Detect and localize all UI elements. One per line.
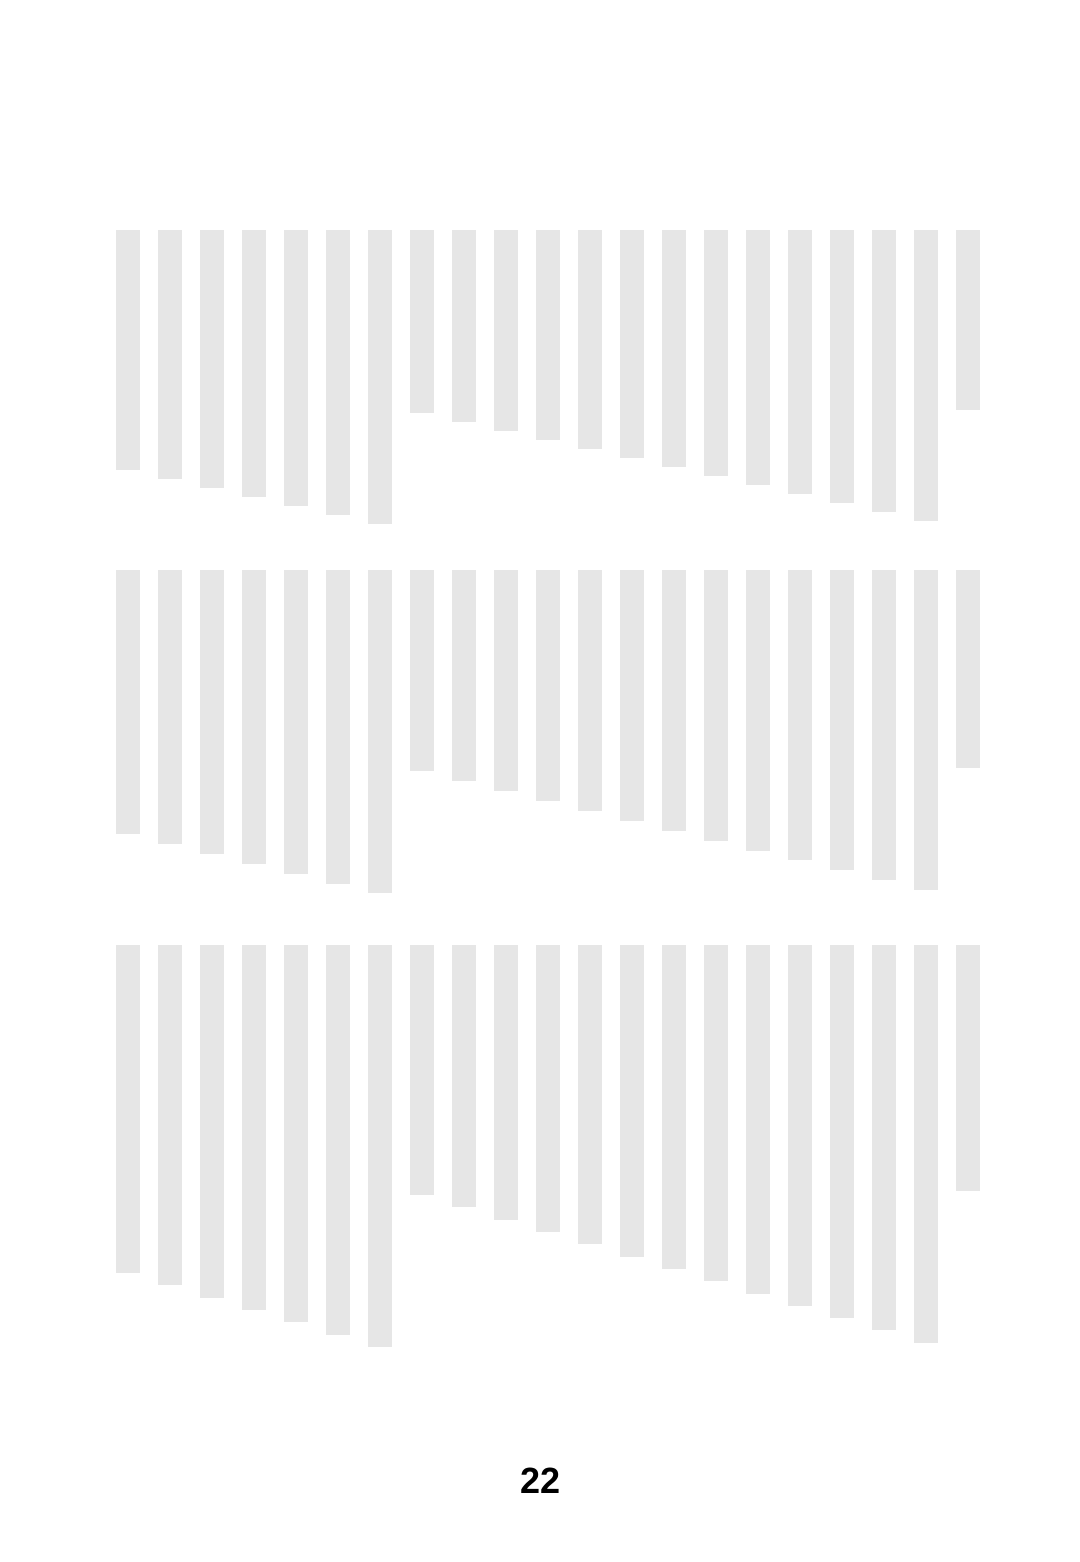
text-column-placeholder — [620, 570, 644, 821]
text-column-placeholder — [494, 570, 518, 791]
text-column-placeholder — [914, 570, 938, 890]
text-column-placeholder — [368, 945, 392, 1347]
text-column-placeholder — [704, 945, 728, 1281]
text-column-placeholder — [662, 570, 686, 831]
text-column-placeholder — [956, 570, 980, 768]
text-column-placeholder — [452, 230, 476, 422]
text-column-placeholder — [410, 570, 434, 771]
text-column-placeholder — [494, 230, 518, 431]
text-column-placeholder — [200, 570, 224, 854]
text-column-placeholder — [158, 570, 182, 844]
text-column-placeholder — [284, 945, 308, 1322]
text-column-placeholder — [116, 945, 140, 1273]
text-column-placeholder — [242, 230, 266, 497]
text-column-placeholder — [410, 230, 434, 413]
text-column-placeholder — [242, 945, 266, 1310]
text-column-placeholder — [914, 945, 938, 1343]
text-column-placeholder — [788, 570, 812, 860]
text-column-placeholder — [914, 230, 938, 521]
text-column-placeholder — [536, 945, 560, 1232]
text-column-placeholder — [368, 230, 392, 524]
text-column-placeholder — [284, 570, 308, 874]
text-column-placeholder — [872, 570, 896, 880]
text-column-placeholder — [788, 230, 812, 494]
text-column-placeholder — [830, 230, 854, 503]
text-column-placeholder — [452, 945, 476, 1207]
text-column-placeholder — [704, 230, 728, 476]
text-column-placeholder — [872, 945, 896, 1330]
text-column-placeholder — [158, 945, 182, 1285]
text-column-placeholder — [368, 570, 392, 893]
text-column-placeholder — [746, 230, 770, 485]
text-column-placeholder — [746, 570, 770, 851]
text-column-placeholder — [116, 570, 140, 834]
text-column-placeholder — [830, 570, 854, 870]
text-column-placeholder — [200, 945, 224, 1298]
text-column-placeholder — [746, 945, 770, 1294]
text-column-placeholder — [452, 570, 476, 781]
text-tier-top — [85, 230, 980, 530]
text-column-placeholder — [326, 230, 350, 515]
text-tier-middle — [85, 570, 980, 900]
text-column-placeholder — [242, 570, 266, 864]
text-column-placeholder — [620, 945, 644, 1257]
text-column-placeholder — [494, 945, 518, 1220]
text-column-placeholder — [158, 230, 182, 479]
text-column-placeholder — [956, 230, 980, 410]
text-column-placeholder — [956, 945, 980, 1191]
text-column-placeholder — [872, 230, 896, 512]
text-column-placeholder — [830, 945, 854, 1318]
text-column-placeholder — [410, 945, 434, 1195]
text-tier-bottom — [85, 945, 980, 1355]
text-column-placeholder — [704, 570, 728, 841]
text-column-placeholder — [662, 945, 686, 1269]
text-column-placeholder — [578, 945, 602, 1244]
text-column-placeholder — [326, 570, 350, 884]
text-column-placeholder — [116, 230, 140, 470]
text-column-placeholder — [326, 945, 350, 1335]
text-column-placeholder — [284, 230, 308, 506]
text-column-placeholder — [578, 570, 602, 811]
text-column-placeholder — [578, 230, 602, 449]
text-column-placeholder — [536, 570, 560, 801]
text-column-placeholder — [200, 230, 224, 488]
text-column-placeholder — [536, 230, 560, 440]
text-column-placeholder — [620, 230, 644, 458]
text-column-placeholder — [788, 945, 812, 1306]
text-column-placeholder — [662, 230, 686, 467]
page-number: 22 — [519, 1460, 561, 1501]
